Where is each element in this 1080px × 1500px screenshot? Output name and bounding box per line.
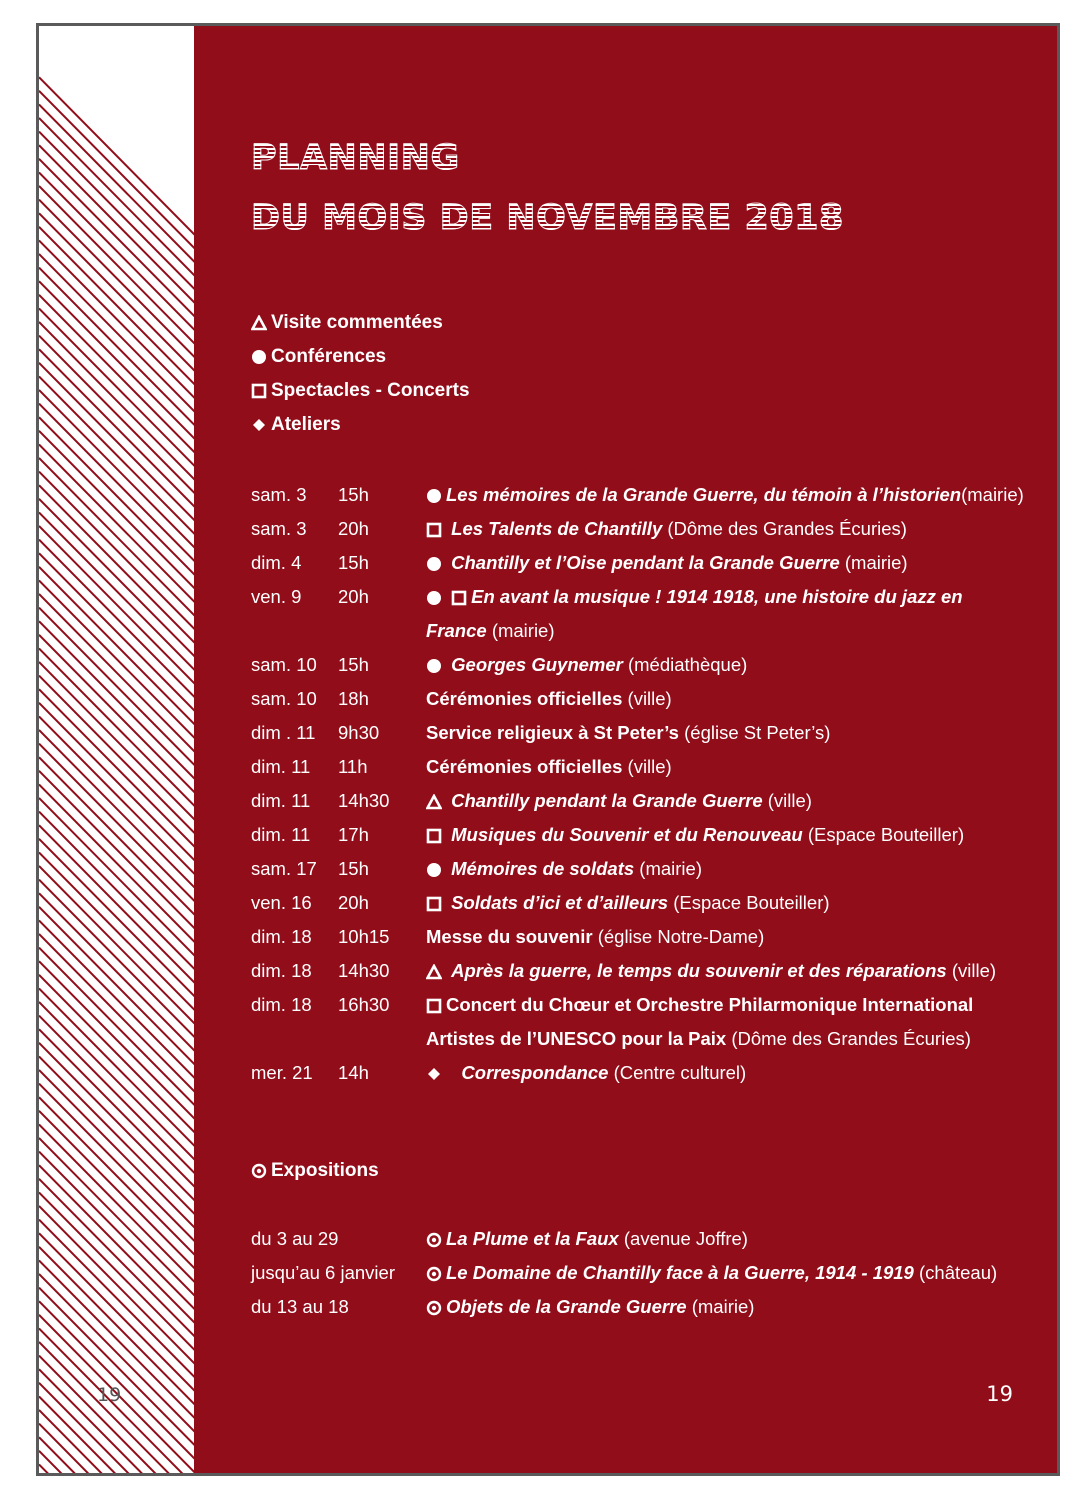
legend-item-spectacles [251, 374, 470, 408]
event-place: (ville) [767, 790, 812, 811]
event-text [426, 954, 996, 988]
event-title-continued: France [426, 620, 487, 641]
exposition-place: (château) [919, 1262, 998, 1283]
event-title: Correspondance [461, 1062, 609, 1083]
event-text [426, 512, 907, 546]
square-icon [426, 998, 442, 1014]
exposition-date: du 3 au 29 [251, 1228, 339, 1249]
event-text [426, 478, 1024, 512]
event-date: dim. 11 [251, 756, 311, 777]
event-title: Musiques du Souvenir et du Renouveau [451, 824, 803, 845]
circle-icon [426, 590, 442, 606]
event-place: (Centre culturel) [613, 1062, 747, 1083]
event-text [426, 988, 973, 1022]
event-text [426, 818, 964, 852]
exposition-title: Objets de la Grande Guerre [446, 1296, 687, 1317]
event-place: (église Notre-Dame) [597, 926, 765, 947]
event-text [426, 920, 764, 954]
event-text [426, 648, 747, 682]
event-time: 20h [338, 586, 369, 607]
brochure-page [36, 23, 1060, 1476]
event-date: dim. 11 [251, 790, 311, 811]
exposition-place: (avenue Joffre) [623, 1228, 748, 1249]
event-text [426, 580, 963, 614]
page-title-line2: DU MOIS DE NOVEMBRE 2018 [251, 198, 844, 238]
event-place: (église St Peter’s) [684, 722, 831, 743]
event-date: sam. 3 [251, 484, 307, 505]
circle-icon [426, 556, 442, 572]
page-number-right: 19 [986, 1382, 1013, 1406]
event-title: Soldats d’ici et d’ailleurs [451, 892, 669, 913]
event-text [426, 886, 830, 920]
event-date: mer. 21 [251, 1062, 313, 1083]
event-title: Les mémoires de la Grande Guerre, du témoin à l’historien [446, 484, 962, 505]
event-place: (mairie) [961, 484, 1024, 505]
event-place: (Dôme des Grandes Écuries) [667, 518, 907, 539]
diamond-icon [251, 417, 267, 433]
event-title: Après la guerre, le temps du souvenir et des réparations [451, 960, 947, 981]
triangle-icon [426, 794, 442, 810]
exposition-text [426, 1290, 754, 1324]
event-place: (ville) [627, 688, 672, 709]
event-place: (Espace Bouteiller) [673, 892, 830, 913]
expositions-heading [251, 1154, 379, 1188]
legend-label: Conférences [271, 346, 387, 367]
event-date: ven. 9 [251, 586, 302, 607]
event-text [426, 1022, 971, 1056]
event-date: dim. 18 [251, 926, 312, 947]
event-date: dim. 4 [251, 552, 302, 573]
square-icon [251, 383, 267, 399]
event-title: Les Talents de Chantilly [451, 518, 663, 539]
square-icon [426, 828, 442, 844]
event-place: (mairie) [639, 858, 702, 879]
legend-label: Visite commentées [271, 312, 443, 333]
event-time: 15h [338, 654, 369, 675]
target-icon [426, 1300, 442, 1316]
event-date: sam. 10 [251, 688, 317, 709]
event-text [426, 852, 702, 886]
event-title: Messe du souvenir [426, 926, 593, 947]
legend-label: Ateliers [271, 414, 341, 435]
legend-label: Spectacles - Concerts [271, 380, 470, 401]
event-place: (mairie) [844, 552, 908, 573]
page-number-left: 19 [97, 1384, 122, 1406]
legend-item-ateliers [251, 408, 470, 442]
event-place: (médiathèque) [627, 654, 748, 675]
exposition-title: Le Domaine de Chantilly face à la Guerre, 1914 - 1919 [446, 1262, 914, 1283]
circle-icon [426, 658, 442, 674]
event-place: (ville) [627, 756, 672, 777]
event-title-continued: Artistes de l’UNESCO pour la Paix [426, 1028, 727, 1049]
target-icon [426, 1266, 442, 1282]
expositions-heading-label: Expositions [271, 1160, 379, 1181]
triangle-icon [251, 315, 267, 331]
event-title: En avant la musique ! 1914 1918, une histoire du jazz en [471, 586, 963, 607]
event-title: Service religieux à St Peter’s [426, 722, 679, 743]
event-text [426, 682, 672, 716]
event-time: 20h [338, 518, 369, 539]
exposition-text [426, 1222, 748, 1256]
event-place: (Dôme des Grandes Écuries) [731, 1028, 971, 1049]
exposition-text [426, 1256, 997, 1290]
event-date: sam. 17 [251, 858, 317, 879]
target-icon [426, 1232, 442, 1248]
red-panel [194, 26, 1057, 1473]
event-text [426, 716, 830, 750]
triangle-icon [426, 964, 442, 980]
page-title-line1: PLANNING [251, 138, 460, 178]
event-title: Chantilly pendant la Grande Guerre [451, 790, 763, 811]
event-title: Chantilly et l’Oise pendant la Grande Guerre [451, 552, 840, 573]
square-icon [451, 590, 467, 606]
event-time: 14h [338, 1062, 369, 1083]
event-place: (Espace Bouteiller) [807, 824, 965, 845]
event-time: 10h15 [338, 926, 390, 947]
event-title: Concert du Chœur et Orchestre Philarmonique International [446, 994, 974, 1015]
event-time: 9h30 [338, 722, 380, 743]
event-time: 15h [338, 858, 369, 879]
event-place: (mairie) [491, 620, 555, 641]
event-time: 20h [338, 892, 369, 913]
event-date: ven. 16 [251, 892, 312, 913]
event-time: 14h30 [338, 790, 390, 811]
event-title: Georges Guynemer [451, 654, 623, 675]
exposition-place: (mairie) [691, 1296, 755, 1317]
exposition-date: jusqu’au 6 janvier [251, 1262, 395, 1283]
target-icon [251, 1163, 267, 1179]
circle-icon [426, 862, 442, 878]
event-time: 16h30 [338, 994, 390, 1015]
event-text [426, 614, 555, 648]
event-text [426, 784, 812, 818]
event-time: 11h [338, 756, 368, 777]
legend-item-visites [251, 306, 470, 340]
legend [251, 306, 470, 442]
event-time: 14h30 [338, 960, 390, 981]
event-text [426, 1056, 746, 1090]
diagonal-stripes-decoration [39, 26, 197, 1473]
legend-item-conferences [251, 340, 470, 374]
event-place: (ville) [951, 960, 997, 981]
event-date: dim. 18 [251, 994, 312, 1015]
event-time: 15h [338, 484, 369, 505]
exposition-date: du 13 au 18 [251, 1296, 349, 1317]
event-title: Cérémonies officielles [426, 688, 623, 709]
event-text [426, 546, 908, 580]
event-date: dim. 11 [251, 824, 311, 845]
stripes-graphic [39, 26, 197, 1473]
circle-icon [426, 488, 442, 504]
event-date: sam. 10 [251, 654, 317, 675]
square-icon [426, 522, 442, 538]
event-time: 15h [338, 552, 369, 573]
event-text [426, 750, 672, 784]
event-date: sam. 3 [251, 518, 307, 539]
event-title: Cérémonies officielles [426, 756, 623, 777]
diamond-icon [426, 1066, 442, 1082]
event-date: dim. 18 [251, 960, 312, 981]
square-icon [426, 896, 442, 912]
event-time: 18h [338, 688, 369, 709]
event-time: 17h [338, 824, 369, 845]
event-title: Mémoires de soldats [451, 858, 635, 879]
event-date: dim . 11 [251, 722, 316, 743]
circle-icon [251, 349, 267, 365]
exposition-title: La Plume et la Faux [446, 1228, 619, 1249]
